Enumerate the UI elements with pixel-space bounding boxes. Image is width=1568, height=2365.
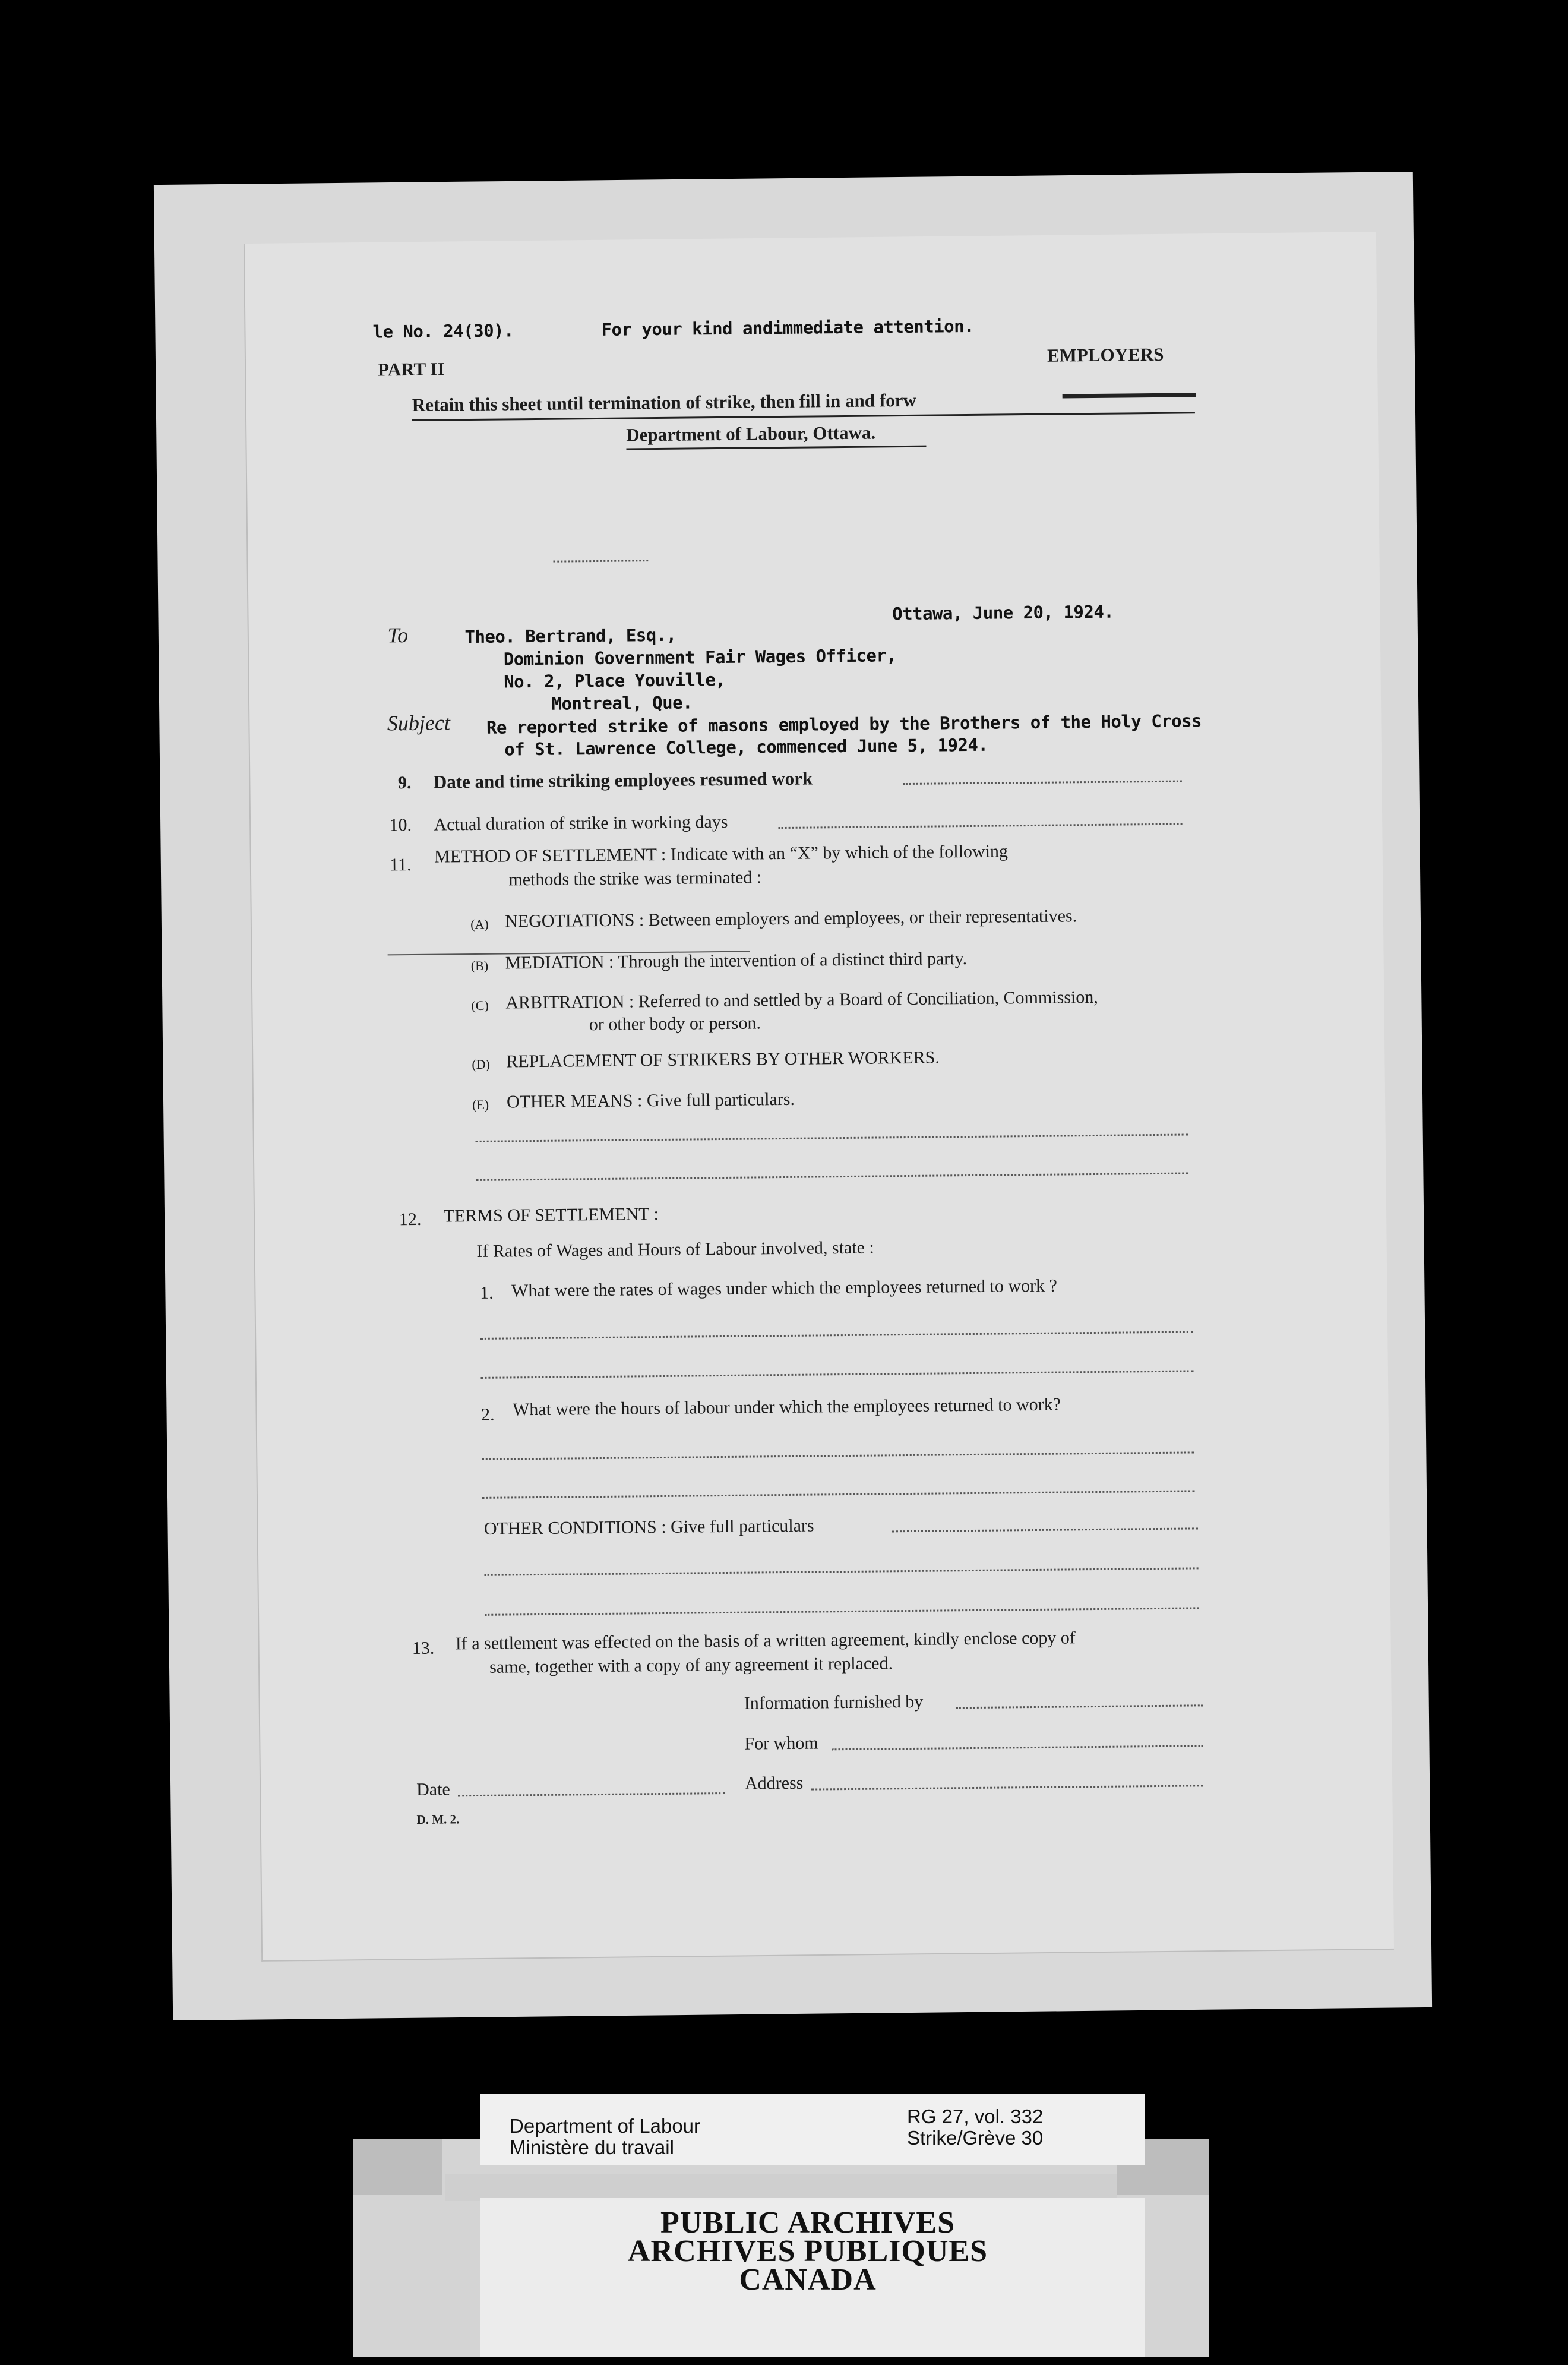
item-12-number: 12. [399, 1209, 422, 1230]
item-9-label: Date and time striking employees resumed work [433, 768, 813, 792]
question-1-number: 1. [479, 1283, 494, 1303]
form-code: D. M. 2. [416, 1812, 460, 1827]
item-10-number: 10. [389, 814, 412, 835]
label-tab-left [353, 2139, 442, 2195]
retain-instruction: Retain this sheet until termination of strike, then fill in and forw [412, 389, 916, 415]
item-10-label: Actual duration of strike in working days [434, 812, 728, 835]
item-10-fill-line [779, 823, 1183, 829]
for-whom-fill-line [832, 1745, 1203, 1750]
recipient-line: No. 2, Place Youville, [504, 669, 726, 692]
date-label: Date [416, 1779, 450, 1799]
other-conditions-fill-line [892, 1527, 1198, 1532]
question-2-label: What were the hours of labour under which the employees returned to work? [512, 1394, 1061, 1420]
option-e-fill-line [476, 1133, 1188, 1142]
date-fill-line [458, 1792, 725, 1796]
item-13-label: If a settlement was effected on the basis of a written agreement, kindly enclose copy of [455, 1628, 1076, 1654]
other-conditions-fill-line [485, 1607, 1199, 1616]
item-13-number: 13. [412, 1638, 435, 1659]
option-e-fill-line [476, 1172, 1188, 1181]
to-label: To [387, 623, 409, 648]
option-b-key: (B) [470, 958, 489, 974]
item-11-number: 11. [390, 855, 412, 875]
option-e-key: (E) [472, 1097, 489, 1113]
subject-label: Subject [387, 711, 451, 735]
archive-record-group: RG 27, vol. 332 [907, 2105, 1044, 2127]
option-c-arbitration: ARBITRATION : Referred to and settled by a Board of Conciliation, Commission, [505, 987, 1098, 1013]
subject-line: of St. Lawrence College, commenced June 5, 1924. [504, 734, 988, 760]
question-2-fill-line [482, 1490, 1194, 1499]
for-whom-label: For whom [744, 1733, 818, 1754]
recipient-line: Montreal, Que. [551, 692, 693, 714]
stamp-canada: CANADA [739, 2263, 877, 2297]
archive-department-en: Department of Labour [510, 2115, 701, 2137]
recipient-line: Dominion Government Fair Wages Officer, [503, 645, 897, 670]
question-2-fill-line [482, 1451, 1194, 1460]
information-furnished-fill-line [956, 1704, 1203, 1709]
option-a-negotiations: NEGOTIATIONS : Between employers and employees, or their representatives. [504, 906, 1077, 932]
information-furnished-label: Information furnished by [744, 1691, 924, 1713]
question-1-fill-line [480, 1370, 1193, 1379]
question-1-fill-line [480, 1331, 1193, 1340]
item-9-number: 9. [397, 773, 412, 793]
stamp-archives-publiques: ARCHIVES PUBLIQUES [627, 2234, 988, 2268]
item-11-label: METHOD OF SETTLEMENT : Indicate with an “X” by which of the following [434, 841, 1009, 867]
department-heading: Department of Labour, Ottawa. [626, 422, 876, 446]
option-c-arbitration-cont: or other body or person. [589, 1013, 761, 1035]
item-11-label-cont: methods the strike was terminated : [508, 867, 762, 890]
other-conditions-fill-line [485, 1567, 1199, 1576]
option-e-other: OTHER MEANS : Give full particulars. [506, 1089, 795, 1112]
archive-department-fr: Ministère du travail [510, 2136, 674, 2158]
item-12-label: TERMS OF SETTLEMENT : [443, 1204, 659, 1226]
file-number: le No. 24(30). [372, 320, 514, 342]
option-c-key: (C) [471, 997, 489, 1013]
strikethrough-mark [1063, 393, 1196, 398]
address-label: Address [744, 1773, 804, 1794]
stamp-public-archives: PUBLIC ARCHIVES [660, 2206, 956, 2240]
label-fold-band [445, 2174, 1117, 2201]
employers-label: EMPLOYERS [1047, 343, 1164, 366]
other-conditions-label: OTHER CONDITIONS : Give full particulars [483, 1515, 814, 1539]
part-label: PART II [378, 358, 445, 380]
separator-dots [553, 560, 648, 563]
item-9-fill-line [903, 781, 1182, 785]
item-13-label-cont: same, together with a copy of any agreement it replaced. [489, 1653, 893, 1677]
option-d-key: (D) [472, 1056, 491, 1072]
archive-strike-number: Strike/Grève 30 [907, 2127, 1044, 2149]
item-12-instruction: If Rates of Wages and Hours of Labour involved, state : [476, 1237, 874, 1261]
address-fill-line [811, 1785, 1203, 1790]
question-1-label: What were the rates of wages under which the employees returned to work ? [511, 1275, 1058, 1301]
letter-date: Ottawa, June 20, 1924. [892, 601, 1114, 624]
question-2-number: 2. [480, 1404, 495, 1425]
subject-line: Re reported strike of masons employed by the Brothers of the Holy Cross [486, 711, 1202, 738]
recipient-line: Theo. Bertrand, Esq., [464, 624, 676, 648]
option-d-replacement: REPLACEMENT OF STRIKERS BY OTHER WORKERS. [506, 1047, 940, 1072]
option-a-key: (A) [470, 916, 489, 932]
department-underline [626, 446, 926, 450]
attention-note: For your kind andimmediate attention. [601, 315, 975, 340]
option-b-mediation: MEDIATION : Through the intervention of a distinct third party. [505, 949, 968, 973]
